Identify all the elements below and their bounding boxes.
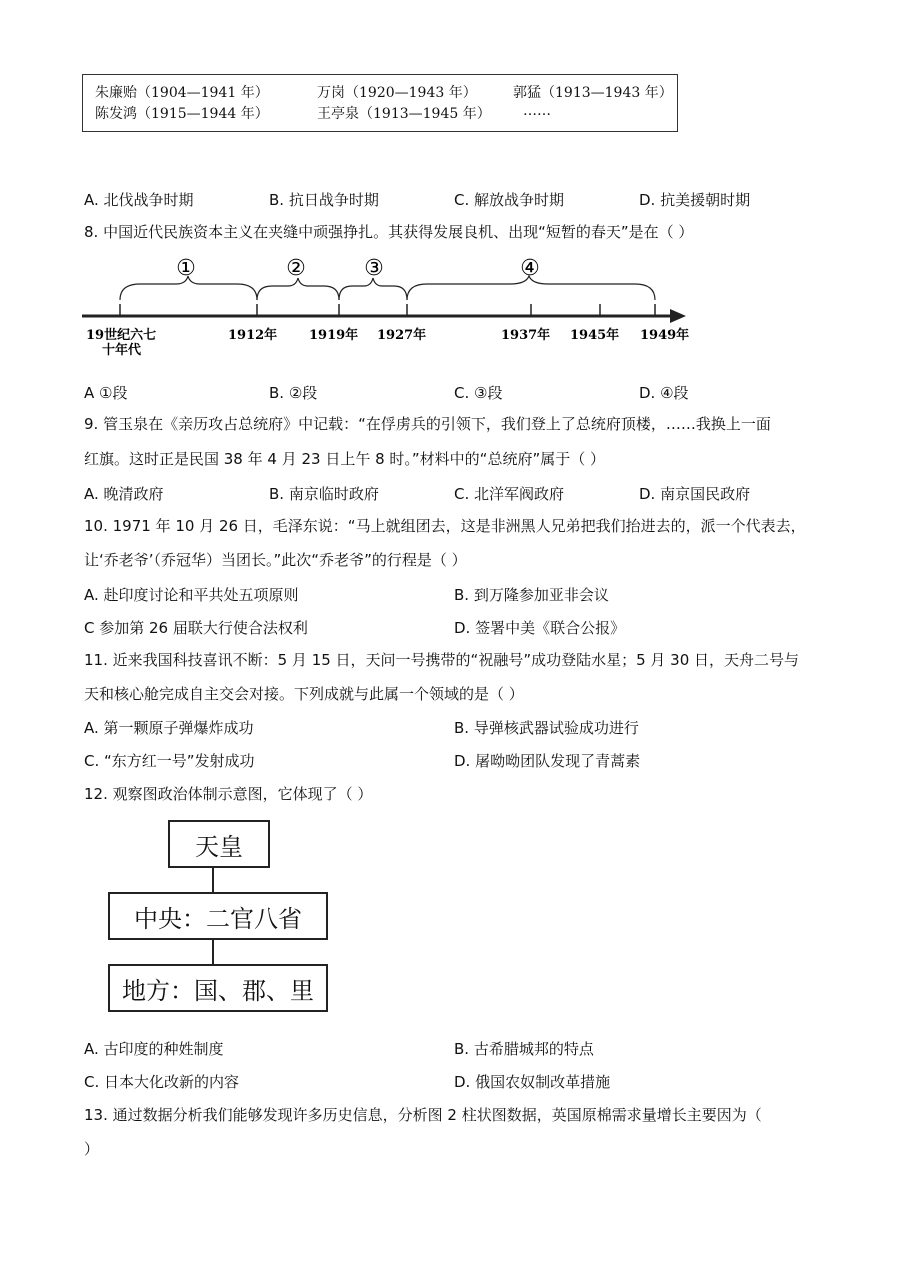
q8-option-a[interactable]: A ①段 <box>84 384 128 402</box>
q12-option-c[interactable]: C. 日本大化改新的内容 <box>84 1073 240 1091</box>
tick-label-1945: 1945年 <box>570 328 620 343</box>
q7-option-d[interactable]: D. 抗美援朝时期 <box>639 191 751 209</box>
martyr-3: 郭猛（1913—1943 年） <box>513 85 673 101</box>
q13-stem-line2: ） <box>84 1140 100 1158</box>
q10-option-a[interactable]: A. 赴印度讨论和平共处五项原则 <box>84 586 299 604</box>
tick-label-19c: 19世纪六七 <box>86 328 157 343</box>
q8-option-d[interactable]: D. ④段 <box>639 384 689 402</box>
martyrs-table <box>82 74 678 132</box>
tick-label-1949: 1949年 <box>640 328 690 343</box>
q9-stem-line1: 9. 管玉泉在《亲历攻占总统府》中记载：“在俘虏兵的引领下，我们登上了总统府顶楼，……我换上一面 <box>84 415 771 433</box>
q12-option-d[interactable]: D. 俄国农奴制改革措施 <box>454 1073 611 1091</box>
segment-label-3: ③ <box>364 256 384 281</box>
q8-option-b[interactable]: B. ②段 <box>269 384 318 402</box>
q12-option-b[interactable]: B. 古希腊城邦的特点 <box>454 1040 594 1058</box>
q10-stem-line2: 让‘乔老爷’（乔冠华）当团长。”此次“乔老爷”的行程是（ ） <box>84 551 467 569</box>
martyr-1: 朱廉贻（1904—1941 年） <box>95 85 269 101</box>
martyr-5: 王亭泉（1913—1945 年） <box>317 106 491 122</box>
q11-option-d[interactable]: D. 屠呦呦团队发现了青蒿素 <box>454 752 641 770</box>
q8-option-c[interactable]: C. ③段 <box>454 384 503 402</box>
q9-option-b[interactable]: B. 南京临时政府 <box>269 485 379 503</box>
diagram-box-emperor: 天皇 <box>168 820 270 868</box>
q9-option-d[interactable]: D. 南京国民政府 <box>639 485 751 503</box>
timeline-diagram <box>80 248 700 358</box>
diagram-connector-1 <box>212 868 214 892</box>
q13-stem-line1: 13. 通过数据分析我们能够发现许多历史信息，分析图 2 柱状图数据，英国原棉需求量增长主要因为（ <box>84 1106 762 1124</box>
q9-stem-line2: 红旗。这时正是民国 38 年 4 月 23 日上午 8 时。”材料中的“总统府”属于（ ） <box>84 450 605 468</box>
diagram-box-local: 地方：国、郡、里 <box>108 964 328 1012</box>
diagram-box-central: 中央：二官八省 <box>108 892 328 940</box>
q7-option-c[interactable]: C. 解放战争时期 <box>454 191 565 209</box>
q9-option-a[interactable]: A. 晚清政府 <box>84 485 164 503</box>
tick-label-1919: 1919年 <box>309 328 359 343</box>
segment-label-2: ② <box>286 256 306 281</box>
q10-option-c[interactable]: C 参加第 26 届联大行使合法权利 <box>84 619 308 637</box>
q9-option-c[interactable]: C. 北洋军阀政府 <box>454 485 565 503</box>
tick-label-1927: 1927年 <box>377 328 427 343</box>
q11-stem-line1: 11. 近来我国科技喜讯不断：5 月 15 日，天问一号携带的“祝融号”成功登陆水星；5 月 30 日，天舟二号与 <box>84 651 800 669</box>
q11-option-a[interactable]: A. 第一颗原子弹爆炸成功 <box>84 719 254 737</box>
segment-label-1: ① <box>176 256 196 281</box>
q12-stem: 12. 观察图政治体制示意图，它体现了（ ） <box>84 785 373 803</box>
martyr-2: 万岗（1920—1943 年） <box>317 85 477 101</box>
diagram-connector-2 <box>212 940 214 964</box>
q12-option-a[interactable]: A. 古印度的种姓制度 <box>84 1040 224 1058</box>
martyr-6: …… <box>523 103 551 119</box>
martyr-4: 陈发鸿（1915—1944 年） <box>95 106 269 122</box>
segment-label-4: ④ <box>520 256 540 281</box>
q10-option-b[interactable]: B. 到万隆参加亚非会议 <box>454 586 609 604</box>
tick-label-1937: 1937年 <box>501 328 551 343</box>
tick-label-19c-2: 十年代 <box>102 343 142 358</box>
q10-option-d[interactable]: D. 签署中美《联合公报》 <box>454 619 626 637</box>
q11-option-c[interactable]: C. “东方红一号”发射成功 <box>84 752 255 770</box>
q7-option-b[interactable]: B. 抗日战争时期 <box>269 191 379 209</box>
tick-label-1912: 1912年 <box>228 328 278 343</box>
q8-stem: 8. 中国近代民族资本主义在夹缝中顽强挣扎。其获得发展良机、出现“短暂的春天”是在（ ） <box>84 223 694 241</box>
q11-option-b[interactable]: B. 导弹核武器试验成功进行 <box>454 719 639 737</box>
q10-stem-line1: 10. 1971 年 10 月 26 日，毛泽东说：“马上就组团去，这是非洲黑人兄弟把我们抬进去的，派一个代表去， <box>84 517 806 535</box>
q11-stem-line2: 天和核心舱完成自主交会对接。下列成就与此属一个领域的是（ ） <box>84 685 524 703</box>
q7-option-a[interactable]: A. 北伐战争时期 <box>84 191 194 209</box>
